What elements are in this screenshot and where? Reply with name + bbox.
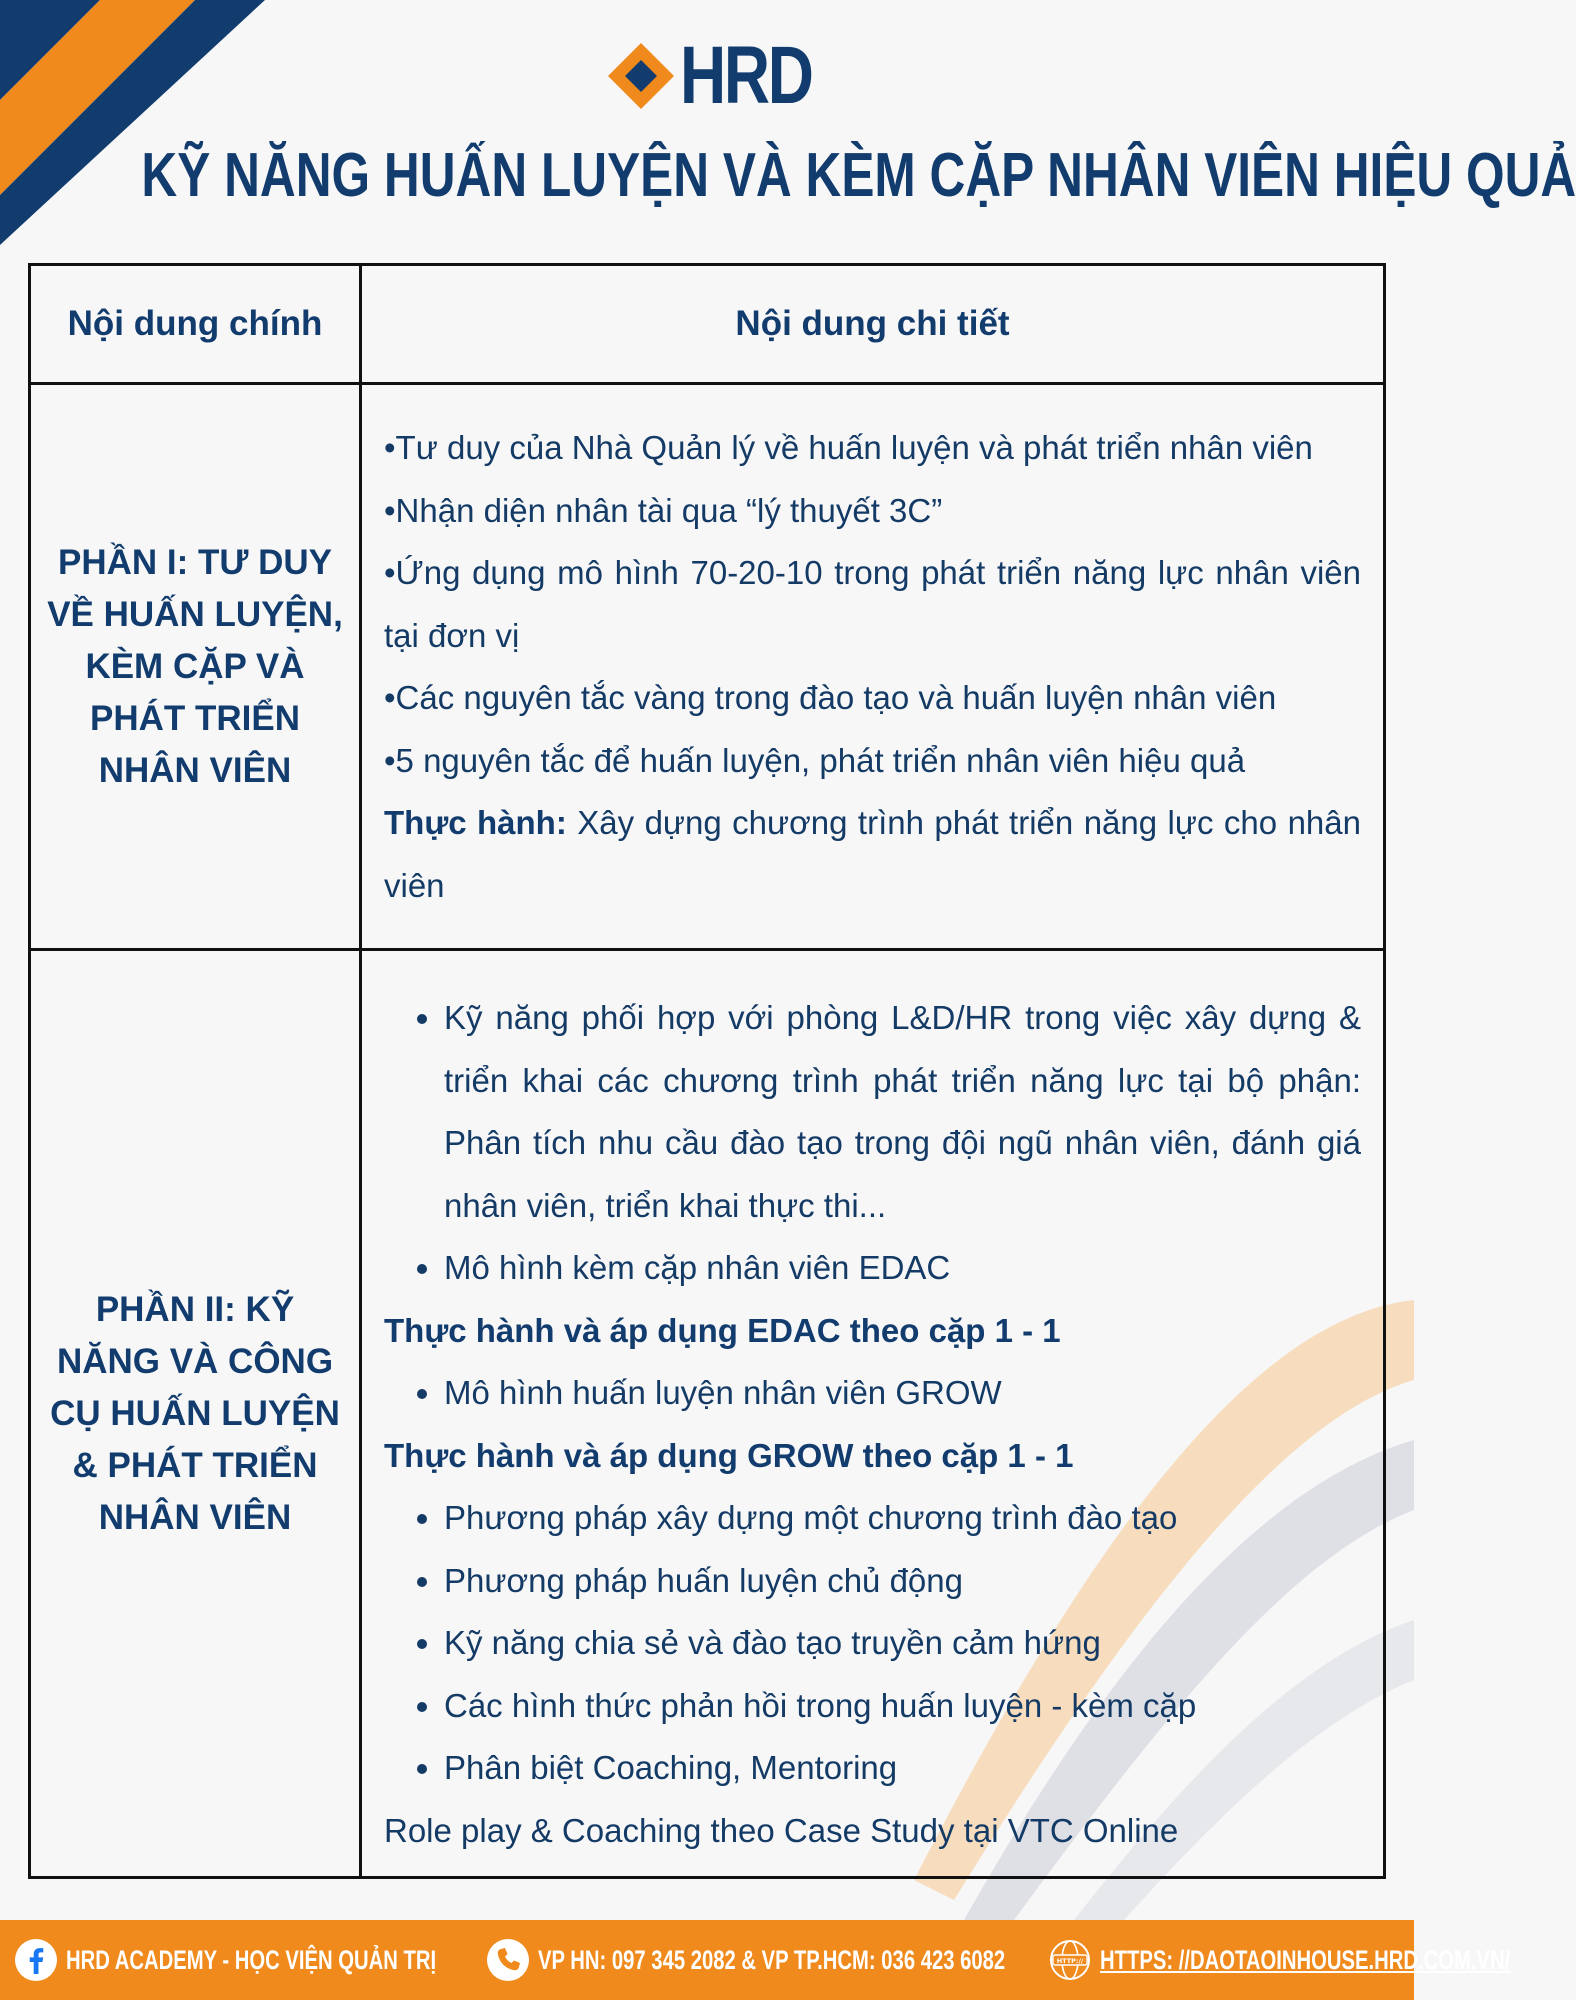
facebook-icon <box>14 1938 58 1982</box>
list-item: • Phương pháp xây dựng một chương trình đào tạo <box>444 1487 1361 1550</box>
header-detail-content: Nội dung chi tiết <box>361 265 1385 384</box>
footer-phones[interactable]: VP HN: 097 345 2082 & VP TP.HCM: 036 423 6082 <box>486 1938 1039 1982</box>
part-1-item: •Ứng dụng mô hình 70-20-10 trong phát triển năng lực nhân viên tại đơn vị <box>384 554 1361 654</box>
part-2-list-3 <box>384 1487 1361 1800</box>
part-2-details <box>361 950 1385 1878</box>
phone-icon <box>486 1938 530 1982</box>
practice-label: Thực hành: <box>384 804 567 841</box>
list-item: • Kỹ năng phối hợp với phòng L&D/HR trong việc xây dựng & triển khai các chương trình phát triển năng lực tại bộ phận: Phân tích nhu cầu đào tạo trong đội ngũ nhân viên, đánh giá nhân viên, triển khai thực thi... <box>444 987 1361 1237</box>
closing-activity: Role play & Coaching theo Case Study tại VTC Online <box>384 1811 1179 1849</box>
web-icon-label: HTTP:// <box>1057 1957 1084 1965</box>
part-1-item: •Tư duy của Nhà Quản lý về huấn luyện và phát triển nhân viên <box>384 429 1313 466</box>
part-2-row <box>30 950 1385 1878</box>
footer-bar <box>0 1920 1511 2000</box>
page-title: KỸ NĂNG HUẤN LUYỆN VÀ KÈM CẶP NHÂN VIÊN HIỆU QUẢ <box>141 141 1576 210</box>
footer-website[interactable] <box>1048 1938 1547 1982</box>
part-1-item: •Các nguyên tắc vàng trong đào tạo và huấn luyện nhân viên <box>384 679 1277 716</box>
list-item: • Các hình thức phản hồi trong huấn luyện - kèm cặp <box>444 1675 1361 1738</box>
list-item: • Phân biệt Coaching, Mentoring <box>444 1737 1361 1800</box>
website-link[interactable]: HTTPS: //DAOTAOINHOUSE.HRD.COM.VN/ <box>1100 1944 1511 1975</box>
grow-practice: Thực hành và áp dụng GROW theo cặp 1 - 1 <box>384 1436 1074 1474</box>
course-outline-table <box>28 263 1386 1879</box>
logo-text: HRD <box>679 30 812 121</box>
part-2-list-2 <box>384 1362 1361 1425</box>
edac-practice: Thực hành và áp dụng EDAC theo cặp 1 - 1 <box>384 1311 1061 1349</box>
list-item: • Mô hình huấn luyện nhân viên GROW <box>444 1362 1361 1425</box>
practice-text: Xây dựng chương trình phát triển năng lực cho nhân viên <box>384 804 1361 904</box>
part-2-list-1 <box>384 987 1361 1300</box>
list-item: • Kỹ năng chia sẻ và đào tạo truyền cảm hứng <box>444 1612 1361 1675</box>
footer-academy[interactable]: HRD ACADEMY - HỌC VIỆN QUẢN TRỊ <box>14 1938 476 1982</box>
hrd-logo <box>0 30 1414 121</box>
list-item: • Phương pháp huấn luyện chủ động <box>444 1550 1361 1613</box>
part-1-details <box>361 384 1385 950</box>
part-1-row <box>30 384 1385 950</box>
diamond-icon <box>606 41 676 111</box>
header-main-content: Nội dung chính <box>30 265 361 384</box>
globe-icon <box>1048 1938 1092 1982</box>
part-1-title: PHẦN I: TƯ DUY VỀ HUẤN LUYỆN, KÈM CẶP VÀ PHÁT TRIỂN NHÂN VIÊN <box>30 384 361 950</box>
part-1-item: •Nhận diện nhân tài qua “lý thuyết 3C” <box>384 491 943 529</box>
part-1-item: •5 nguyên tắc để huấn luyện, phát triển nhân viên hiệu quả <box>384 741 1246 779</box>
table-header-row <box>30 265 1385 384</box>
list-item: • Mô hình kèm cặp nhân viên EDAC <box>444 1237 1361 1300</box>
part-1-practice <box>384 792 1361 917</box>
part-2-title: PHẦN II: KỸ NĂNG VÀ CÔNG CỤ HUẤN LUYỆN & PHÁT TRIỂN NHÂN VIÊN <box>30 950 361 1878</box>
